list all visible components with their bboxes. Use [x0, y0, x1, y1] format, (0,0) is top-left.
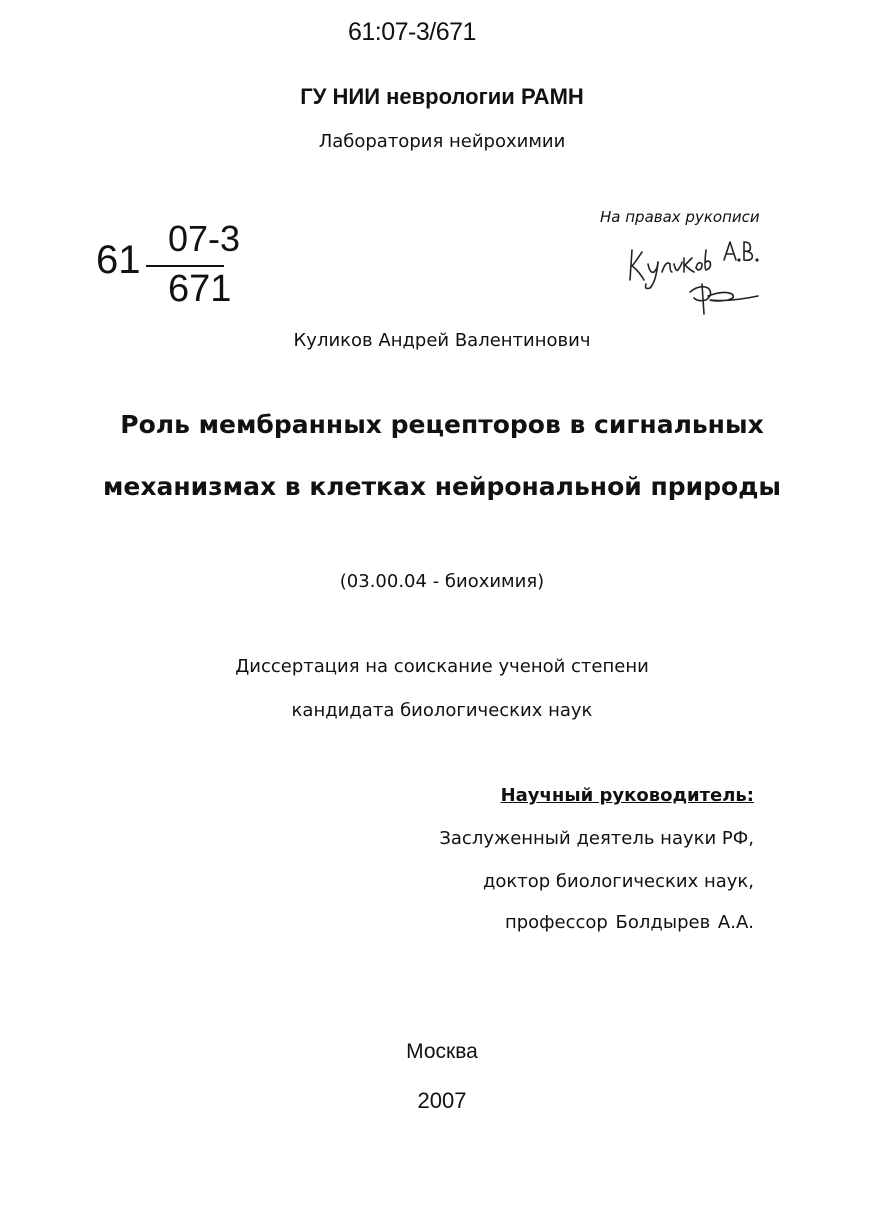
city: Москва — [406, 1040, 478, 1063]
laboratory-name: Лаборатория нейрохимии — [318, 131, 566, 152]
author-name: Куликов Андрей Валентинович — [293, 330, 591, 351]
institute-name: ГУ НИИ неврологии РАМН — [300, 84, 584, 109]
library-stamp — [96, 218, 241, 312]
specialty-code: (03.00.04 - биохимия) — [339, 571, 545, 592]
supervisor-heading: Научный руководитель: — [500, 785, 754, 806]
degree-line-1: Диссертация на соискание ученой степени — [235, 656, 649, 677]
degree-line-2: кандидата биологических наук — [291, 700, 593, 721]
stamp-numerator: 07-3 — [168, 218, 241, 259]
rights-note: На правах рукописи — [600, 208, 760, 226]
stamp-prefix: 61 — [96, 238, 141, 282]
supervisor-degree: доктор биологических наук, — [482, 871, 754, 892]
supervisor-title: Заслуженный деятель науки РФ, — [439, 828, 754, 849]
handwritten-signature — [620, 228, 780, 320]
year: 2007 — [417, 1088, 467, 1113]
dissertation-title-line-2: механизмах в клетках нейрональной природы — [102, 472, 782, 501]
archive-cipher: 61:07-3/671 — [348, 18, 476, 46]
stamp-fraction-line — [146, 265, 224, 267]
stamp-denominator: 671 — [168, 268, 232, 310]
supervisor-name: профессор Болдырев А.А. — [504, 912, 754, 933]
dissertation-title-line-1: Роль мембранных рецепторов в сигнальных — [120, 410, 764, 439]
